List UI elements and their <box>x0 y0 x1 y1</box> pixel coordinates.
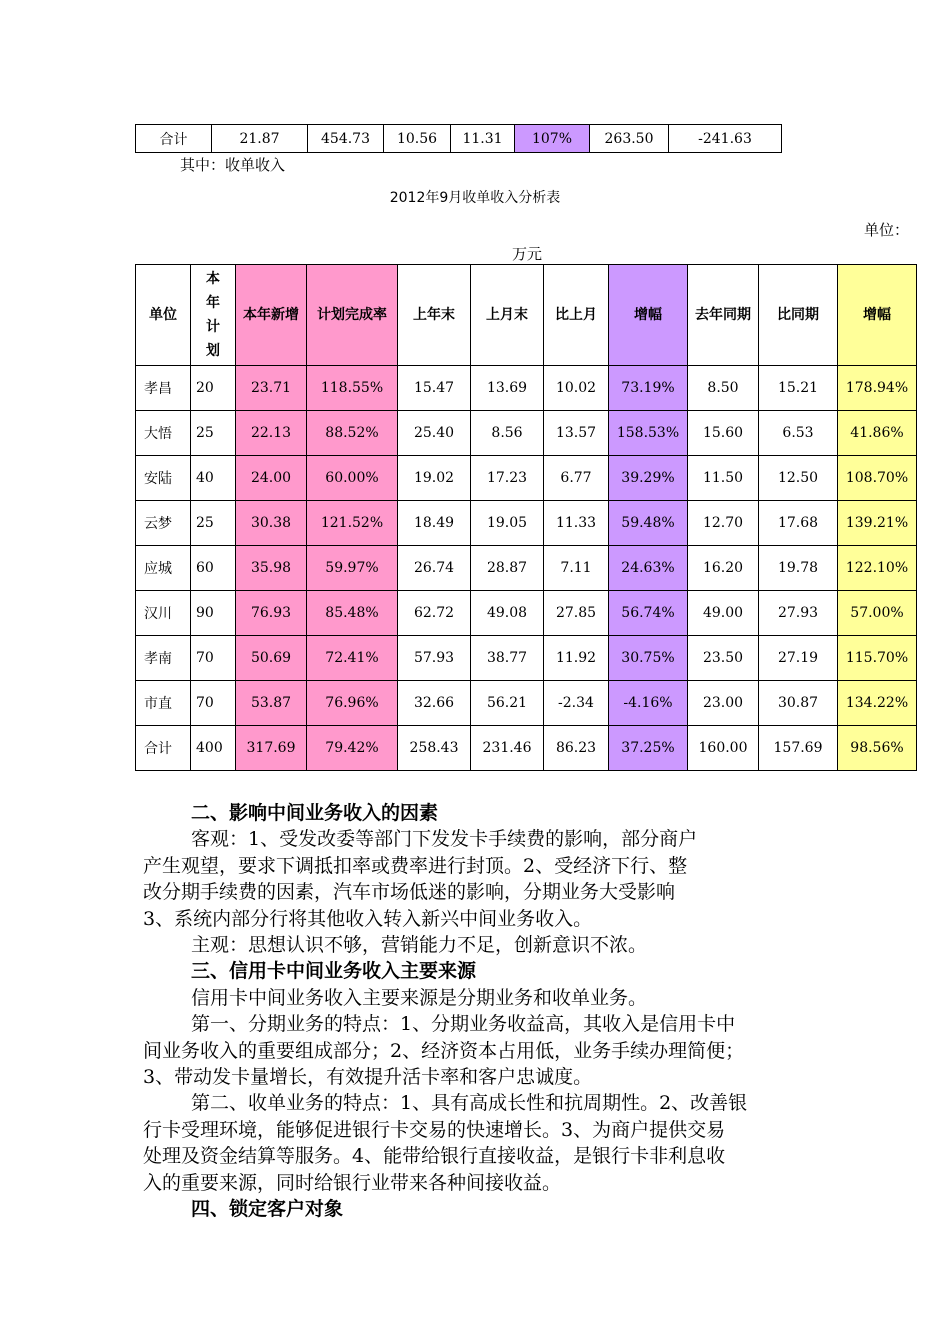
table-row <box>136 546 917 591</box>
table-cell: 13.57 <box>544 411 609 456</box>
paragraph-line: 改分期手续费的因素，汽车市场低迷的影响，分期业务大受影响 <box>143 881 676 904</box>
table-cell: 108.70% <box>838 456 917 501</box>
paragraph-line: 3、系统内部分行将其他收入转入新兴中间业务收入。 <box>143 907 593 930</box>
table-cell: 大悟 <box>136 411 191 456</box>
table-cell: 49.00 <box>688 591 759 636</box>
header-cell: 比上月 <box>544 265 609 366</box>
table-cell: 19.05 <box>471 501 544 546</box>
table-row <box>136 411 917 456</box>
paragraph-line: 主观：思想认识不够，营销能力不足，创新意识不浓。 <box>191 934 648 957</box>
table-cell: 21.87 <box>212 125 308 153</box>
table-cell: 30.38 <box>236 501 307 546</box>
paragraph-line: 间业务收入的重要组成部分；2、经济资本占用低，业务手续办理简便； <box>143 1039 745 1062</box>
table-row <box>136 366 917 411</box>
income-analysis-table <box>135 264 917 771</box>
table-cell: 15.60 <box>688 411 759 456</box>
table-cell: 市直 <box>136 681 191 726</box>
table-cell: 23.71 <box>236 366 307 411</box>
table-cell: 231.46 <box>471 726 544 771</box>
table-cell: 49.08 <box>471 591 544 636</box>
paragraph-line: 第二、收单业务的特点：1、具有高成长性和抗周期性。2、改善银 <box>191 1092 748 1115</box>
table-cell: 60 <box>191 546 236 591</box>
table-cell: 10.02 <box>544 366 609 411</box>
table-cell: 25 <box>191 411 236 456</box>
header-row <box>136 265 917 366</box>
table-row <box>136 681 917 726</box>
table-cell: 263.50 <box>590 125 669 153</box>
table-cell: 合计 <box>136 726 191 771</box>
table-cell: 317.69 <box>236 726 307 771</box>
table-cell: 115.70% <box>838 636 917 681</box>
table-cell: 73.19% <box>609 366 688 411</box>
table-cell: 27.19 <box>759 636 838 681</box>
table-cell: 86.23 <box>544 726 609 771</box>
table-cell: 8.50 <box>688 366 759 411</box>
paragraph-line: 行卡受理环境，能够促进银行卡交易的快速增长。3、为商户提供交易 <box>143 1118 726 1141</box>
table-cell: 20 <box>191 366 236 411</box>
table-cell: 76.96% <box>307 681 398 726</box>
table-cell: 178.94% <box>838 366 917 411</box>
table-cell: 16.20 <box>688 546 759 591</box>
table-cell: 6.53 <box>759 411 838 456</box>
table-cell: 118.55% <box>307 366 398 411</box>
header-cell: 本年计划 <box>191 265 236 366</box>
table-cell: 30.87 <box>759 681 838 726</box>
table-cell: 12.50 <box>759 456 838 501</box>
table-cell: 57.00% <box>838 591 917 636</box>
table-cell: 258.43 <box>398 726 471 771</box>
table-cell: 25 <box>191 501 236 546</box>
table-cell: 27.93 <box>759 591 838 636</box>
table-cell: 62.72 <box>398 591 471 636</box>
table-cell: 15.21 <box>759 366 838 411</box>
table-cell: 云梦 <box>136 501 191 546</box>
table-cell: 孝南 <box>136 636 191 681</box>
table-cell: 41.86% <box>838 411 917 456</box>
table-cell: 90 <box>191 591 236 636</box>
table-cell: 汉川 <box>136 591 191 636</box>
table-cell: 60.00% <box>307 456 398 501</box>
table-row <box>136 456 917 501</box>
table-cell: 121.52% <box>307 501 398 546</box>
table-cell: 122.10% <box>838 546 917 591</box>
unit-label: 单位： <box>864 221 910 239</box>
table-cell: 13.69 <box>471 366 544 411</box>
table-title: 2012年9月收单收入分析表 <box>389 190 561 206</box>
table-cell: 53.87 <box>236 681 307 726</box>
table-cell: 35.98 <box>236 546 307 591</box>
table-cell: 134.22% <box>838 681 917 726</box>
body-text <box>143 800 823 1223</box>
table-cell: 85.48% <box>307 591 398 636</box>
paragraph-line: 入的重要来源，同时给银行业带来各种间接收益。 <box>143 1171 562 1194</box>
table-cell: 107% <box>515 125 590 153</box>
table-cell: 26.74 <box>398 546 471 591</box>
table-cell: 56.74% <box>609 591 688 636</box>
table-cell: 孝昌 <box>136 366 191 411</box>
table-cell: 安陆 <box>136 456 191 501</box>
table-cell: 39.29% <box>609 456 688 501</box>
top-summary-table <box>135 124 782 153</box>
unit-value: 万元 <box>512 245 543 263</box>
table-cell: 8.56 <box>471 411 544 456</box>
table-cell: 24.63% <box>609 546 688 591</box>
table-cell: 28.87 <box>471 546 544 591</box>
table-cell: 11.92 <box>544 636 609 681</box>
table-row <box>136 591 917 636</box>
table-cell: 10.56 <box>384 125 451 153</box>
table-cell: 76.93 <box>236 591 307 636</box>
table-cell: 22.13 <box>236 411 307 456</box>
table-cell: 454.73 <box>308 125 384 153</box>
header-cell: 上年末 <box>398 265 471 366</box>
table-cell: 19.02 <box>398 456 471 501</box>
table-cell: 应城 <box>136 546 191 591</box>
table-cell: 70 <box>191 636 236 681</box>
paragraph-line: 产生观望，要求下调抵扣率或费率进行封顶。2、受经济下行、整 <box>143 854 688 877</box>
paragraph-line: 客观：1、受发改委等部门下发发卡手续费的影响，部分商户 <box>191 828 698 851</box>
table-row <box>136 501 917 546</box>
table-cell: 6.77 <box>544 456 609 501</box>
table-cell: -4.16% <box>609 681 688 726</box>
table-cell: 157.69 <box>759 726 838 771</box>
table-cell: 24.00 <box>236 456 307 501</box>
table-cell: -2.34 <box>544 681 609 726</box>
paragraph-line: 3、带动发卡量增长，有效提升活卡率和客户忠诚度。 <box>143 1066 593 1089</box>
section-heading: 四、锁定客户对象 <box>191 1198 344 1221</box>
table-cell: 19.78 <box>759 546 838 591</box>
paragraph-line: 信用卡中间业务收入主要来源是分期业务和收单业务。 <box>191 986 648 1009</box>
header-cell: 增幅 <box>609 265 688 366</box>
table-cell: 38.77 <box>471 636 544 681</box>
table-cell: 37.25% <box>609 726 688 771</box>
paragraph-line: 处理及资金结算等服务。4、能带给银行直接收益，是银行卡非利息收 <box>143 1145 726 1168</box>
table-cell: 11.33 <box>544 501 609 546</box>
table-cell: 160.00 <box>688 726 759 771</box>
table-row <box>136 726 917 771</box>
table-cell: 30.75% <box>609 636 688 681</box>
table-cell: 50.69 <box>236 636 307 681</box>
table-cell: 12.70 <box>688 501 759 546</box>
table-cell: 15.47 <box>398 366 471 411</box>
table-cell: 17.23 <box>471 456 544 501</box>
table-cell: 25.40 <box>398 411 471 456</box>
table-cell: 40 <box>191 456 236 501</box>
table-cell: -241.63 <box>669 125 782 153</box>
table-cell: 23.00 <box>688 681 759 726</box>
table-cell: 7.11 <box>544 546 609 591</box>
table-cell: 70 <box>191 681 236 726</box>
header-cell: 去年同期 <box>688 265 759 366</box>
table-cell: 72.41% <box>307 636 398 681</box>
header-cell: 比同期 <box>759 265 838 366</box>
table-cell: 11.50 <box>688 456 759 501</box>
section-heading: 三、信用卡中间业务收入主要来源 <box>191 960 477 983</box>
table-cell: 32.66 <box>398 681 471 726</box>
table-cell: 57.93 <box>398 636 471 681</box>
section-heading: 二、影响中间业务收入的因素 <box>191 802 439 824</box>
table-cell: 27.85 <box>544 591 609 636</box>
table-cell: 88.52% <box>307 411 398 456</box>
table-cell: 59.48% <box>609 501 688 546</box>
table-cell: 98.56% <box>838 726 917 771</box>
header-cell: 单位 <box>136 265 191 366</box>
table-cell: 合计 <box>136 125 212 153</box>
table-cell: 23.50 <box>688 636 759 681</box>
paragraph-line: 第一、分期业务的特点：1、分期业务收益高，其收入是信用卡中 <box>191 1013 736 1036</box>
table-cell: 11.31 <box>451 125 515 153</box>
header-cell: 增幅 <box>838 265 917 366</box>
table-cell: 158.53% <box>609 411 688 456</box>
table-cell: 56.21 <box>471 681 544 726</box>
table-cell: 139.21% <box>838 501 917 546</box>
table-cell: 79.42% <box>307 726 398 771</box>
table-cell: 17.68 <box>759 501 838 546</box>
table-cell: 18.49 <box>398 501 471 546</box>
table-row <box>136 125 782 153</box>
table-cell: 59.97% <box>307 546 398 591</box>
header-cell: 上月末 <box>471 265 544 366</box>
header-cell: 计划完成率 <box>307 265 398 366</box>
note-text: 其中：收单收入 <box>180 156 286 174</box>
header-cell: 本年新增 <box>236 265 307 366</box>
table-body <box>136 366 917 771</box>
table-cell: 400 <box>191 726 236 771</box>
table-row <box>136 636 917 681</box>
